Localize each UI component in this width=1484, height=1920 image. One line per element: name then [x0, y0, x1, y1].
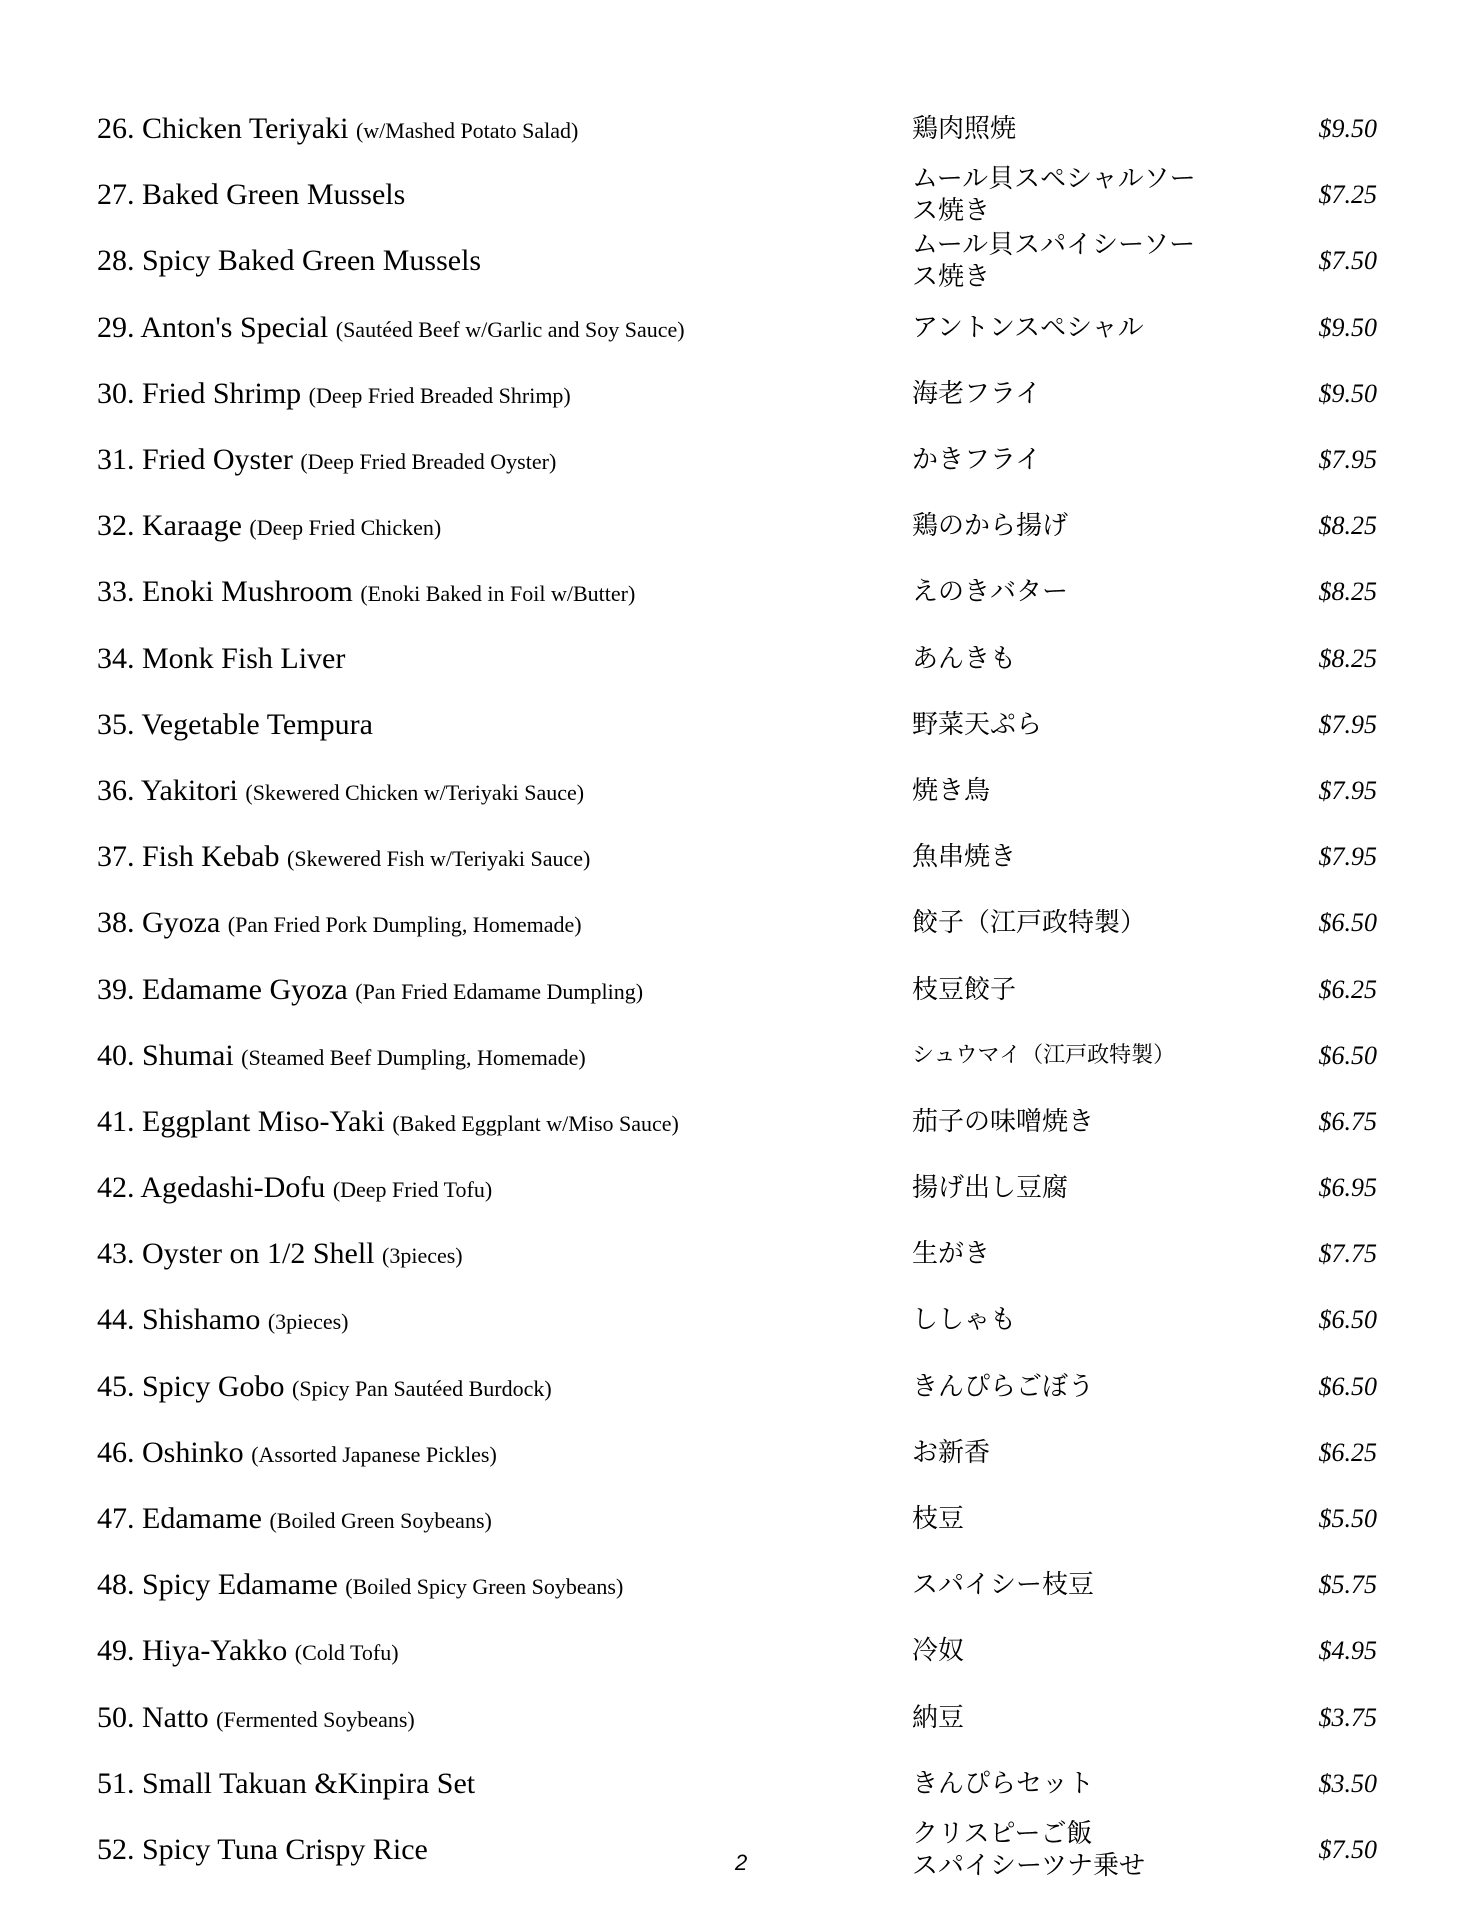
item-name: Spicy Gobo	[142, 1369, 285, 1403]
item-name: Shishamo	[142, 1303, 261, 1337]
item-name: Fried Shrimp	[142, 376, 302, 410]
item-number: 48.	[97, 1568, 135, 1602]
item-number: 43.	[97, 1237, 135, 1271]
item-name: Karaage	[142, 509, 242, 543]
item-english	[97, 973, 643, 1007]
item-name: Vegetable Tempura	[141, 707, 373, 741]
item-name: Spicy Tuna Crispy Rice	[142, 1832, 428, 1866]
item-number: 31.	[97, 443, 135, 477]
item-name: Monk Fish Liver	[142, 641, 346, 675]
item-english	[97, 1568, 623, 1602]
item-description: (Spicy Pan Sautéed Burdock)	[292, 1375, 552, 1401]
item-name: Spicy Edamame	[142, 1568, 338, 1602]
menu-item	[97, 758, 1377, 824]
menu-item	[97, 1751, 1377, 1817]
item-japanese: 鶏のから揚げ	[912, 511, 1069, 542]
menu-item	[97, 295, 1377, 361]
menu-item	[97, 162, 1377, 228]
item-name: Baked Green Mussels	[142, 178, 406, 212]
menu-item	[97, 361, 1377, 427]
item-price: $6.25	[1318, 1437, 1377, 1467]
item-description: (w/Mashed Potato Salad)	[355, 118, 579, 144]
item-japanese: アントンスペシャル	[912, 312, 1144, 343]
item-english	[97, 642, 345, 676]
item-name: Chicken Teriyaki	[142, 112, 349, 146]
item-description: (Assorted Japanese Pickles)	[251, 1441, 497, 1467]
item-japanese: 野菜天ぷら	[912, 709, 1043, 740]
menu-item	[97, 692, 1377, 758]
item-price: $7.75	[1318, 1239, 1377, 1269]
menu-item	[97, 890, 1377, 956]
item-description: (Pan Fried Pork Dumpling, Homemade)	[227, 912, 582, 938]
menu-item	[97, 1685, 1377, 1751]
item-japanese: シュウマイ（江戸政特製）	[912, 1042, 1176, 1068]
item-description: (Boiled Spicy Green Soybeans)	[345, 1574, 624, 1600]
menu-item	[97, 1089, 1377, 1155]
item-number: 51.	[97, 1766, 135, 1800]
item-japanese: えのきバター	[912, 577, 1069, 608]
item-english	[97, 311, 685, 345]
item-japanese: あんきも	[912, 643, 1017, 674]
item-name: Hiya-Yakko	[142, 1634, 288, 1668]
item-price: $9.50	[1318, 378, 1377, 408]
item-description: (Boiled Green Soybeans)	[269, 1508, 492, 1534]
item-english	[97, 906, 582, 940]
item-japanese: 魚串焼き	[912, 842, 1017, 873]
item-price: $7.95	[1318, 709, 1377, 739]
item-japanese: きんぴらごぼう	[912, 1371, 1095, 1402]
menu-item	[97, 559, 1377, 625]
menu-item	[97, 1221, 1377, 1287]
item-price: $6.75	[1318, 1106, 1377, 1136]
item-number: 32.	[97, 509, 135, 543]
item-price: $3.75	[1318, 1702, 1377, 1732]
item-number: 38.	[97, 906, 135, 940]
item-japanese: きんぴらセット	[912, 1768, 1095, 1799]
item-price: $5.75	[1318, 1570, 1377, 1600]
item-number: 44.	[97, 1303, 135, 1337]
item-description: (Deep Fried Chicken)	[249, 515, 442, 541]
menu-item	[97, 493, 1377, 559]
menu-item	[97, 1354, 1377, 1420]
item-name: Edamame	[142, 1502, 262, 1536]
item-japanese: 冷奴	[912, 1636, 965, 1667]
item-english	[97, 1303, 348, 1337]
item-japanese: 枝豆	[912, 1504, 965, 1535]
item-english	[97, 112, 578, 146]
menu-item	[97, 96, 1377, 162]
item-name: Shumai	[142, 1038, 234, 1072]
item-price: $7.25	[1318, 180, 1377, 210]
item-japanese: 茄子の味噌焼き	[912, 1106, 1095, 1137]
menu-item	[97, 427, 1377, 493]
item-english	[97, 1634, 399, 1668]
item-english	[97, 1833, 428, 1867]
item-japanese: 枝豆餃子	[912, 974, 1017, 1005]
item-price: $7.95	[1318, 445, 1377, 475]
item-description: (Sautéed Beef w/Garlic and Soy Sauce)	[335, 316, 685, 342]
item-number: 37.	[97, 840, 135, 874]
item-number: 36.	[97, 773, 135, 807]
item-name: Eggplant Miso-Yaki	[142, 1104, 385, 1138]
item-price: $8.25	[1318, 511, 1377, 541]
menu-item	[97, 1618, 1377, 1684]
item-english	[97, 575, 635, 609]
menu-list	[97, 96, 1377, 1883]
item-price: $6.95	[1318, 1173, 1377, 1203]
item-english	[97, 1171, 492, 1205]
menu-item	[97, 1155, 1377, 1221]
item-number: 39.	[97, 972, 135, 1006]
item-number: 41.	[97, 1104, 135, 1138]
item-price: $8.25	[1318, 643, 1377, 673]
item-price: $9.50	[1318, 312, 1377, 342]
item-japanese: 揚げ出し豆腐	[912, 1173, 1069, 1204]
item-english	[97, 1502, 492, 1536]
item-japanese: 生がき	[912, 1239, 991, 1270]
item-description: (Pan Fried Edamame Dumpling)	[355, 978, 644, 1004]
item-number: 49.	[97, 1634, 135, 1668]
item-description: (Deep Fried Breaded Oyster)	[300, 449, 557, 475]
item-price: $7.50	[1318, 1834, 1377, 1864]
item-english	[97, 377, 571, 411]
item-number: 30.	[97, 376, 135, 410]
item-english	[97, 774, 584, 808]
item-description: (Steamed Beef Dumpling, Homemade)	[241, 1044, 586, 1070]
item-number: 40.	[97, 1038, 135, 1072]
item-english	[97, 509, 441, 543]
item-name: Spicy Baked Green Mussels	[142, 244, 482, 278]
page-number: 2	[735, 1850, 748, 1875]
item-english	[97, 708, 373, 742]
item-price: $7.50	[1318, 246, 1377, 276]
item-japanese: 焼き鳥	[912, 775, 991, 806]
item-description: (Cold Tofu)	[294, 1640, 399, 1666]
menu-item	[97, 1023, 1377, 1089]
item-name: Edamame Gyoza	[142, 972, 348, 1006]
item-japanese: かきフライ	[912, 445, 1042, 476]
item-description: (Skewered Chicken w/Teriyaki Sauce)	[245, 779, 585, 805]
item-name: Oshinko	[142, 1435, 244, 1469]
item-japanese: 鶏肉照焼	[912, 114, 1017, 145]
item-number: 34.	[97, 641, 135, 675]
item-english	[97, 1436, 497, 1470]
item-name: Small Takuan &Kinpira Set	[142, 1766, 476, 1800]
item-english	[97, 1370, 552, 1404]
item-name: Fried Oyster	[142, 443, 293, 477]
item-name: Oyster on 1/2 Shell	[142, 1237, 375, 1271]
item-english	[97, 1039, 586, 1073]
item-name: Agedashi-Dofu	[140, 1171, 326, 1205]
item-price: $8.25	[1318, 577, 1377, 607]
item-price: $7.95	[1318, 775, 1377, 805]
item-number: 47.	[97, 1502, 135, 1536]
menu-item	[97, 1486, 1377, 1552]
item-description: (Deep Fried Breaded Shrimp)	[308, 382, 571, 408]
item-price: $6.50	[1318, 1371, 1377, 1401]
item-price: $6.50	[1318, 1305, 1377, 1335]
item-english	[97, 1701, 415, 1735]
item-number: 27.	[97, 178, 135, 212]
menu-item	[97, 1552, 1377, 1618]
item-english	[97, 178, 405, 212]
item-japanese: ムール貝スペシャルソー ス焼き	[912, 164, 1196, 227]
item-name: Fish Kebab	[142, 840, 280, 874]
menu-item	[97, 228, 1377, 294]
item-english	[97, 1767, 475, 1801]
menu-item	[97, 1420, 1377, 1486]
item-japanese: 納豆	[912, 1702, 965, 1733]
item-description: (Fermented Soybeans)	[216, 1706, 415, 1732]
menu-item	[97, 824, 1377, 890]
item-number: 29.	[97, 310, 135, 344]
item-japanese: 餃子（江戸政特製）	[912, 908, 1147, 939]
item-number: 35.	[97, 707, 135, 741]
item-number: 50.	[97, 1700, 135, 1734]
item-price: $7.95	[1318, 842, 1377, 872]
item-japanese: クリスピーご飯 スパイシーツナ乗せ	[912, 1818, 1145, 1881]
item-price: $5.50	[1318, 1504, 1377, 1534]
item-price: $4.95	[1318, 1636, 1377, 1666]
menu-item	[97, 956, 1377, 1022]
item-name: Anton's Special	[140, 310, 329, 344]
item-price: $3.50	[1318, 1768, 1377, 1798]
item-english	[97, 244, 481, 278]
item-english	[97, 1237, 463, 1271]
item-price: $9.50	[1318, 114, 1377, 144]
item-description: (Skewered Fish w/Teriyaki Sauce)	[287, 846, 591, 872]
item-price: $6.50	[1318, 1040, 1377, 1070]
item-japanese: ししゃも	[912, 1305, 1017, 1336]
item-number: 52.	[97, 1832, 135, 1866]
item-japanese: ムール貝スパイシーソー ス焼き	[912, 230, 1196, 293]
item-name: Yakitori	[140, 773, 238, 807]
item-description: (3pieces)	[382, 1243, 463, 1269]
item-japanese: お新香	[912, 1437, 991, 1468]
item-number: 46.	[97, 1435, 135, 1469]
item-japanese: 海老フライ	[912, 378, 1042, 409]
item-description: (Enoki Baked in Foil w/Butter)	[360, 581, 636, 607]
item-description: (Baked Eggplant w/Miso Sauce)	[392, 1110, 679, 1136]
item-number: 28.	[97, 244, 135, 278]
item-name: Gyoza	[142, 906, 221, 940]
item-number: 45.	[97, 1369, 135, 1403]
item-number: 42.	[97, 1171, 135, 1205]
item-english	[97, 840, 590, 874]
item-english	[97, 443, 556, 477]
item-name: Natto	[142, 1700, 209, 1734]
item-number: 33.	[97, 575, 135, 609]
item-price: $6.50	[1318, 908, 1377, 938]
item-japanese: スパイシー枝豆	[912, 1570, 1095, 1601]
item-number: 26.	[97, 112, 135, 146]
item-price: $6.25	[1318, 974, 1377, 1004]
menu-item	[97, 1287, 1377, 1353]
menu-item	[97, 626, 1377, 692]
item-name: Enoki Mushroom	[142, 575, 353, 609]
item-description: (3pieces)	[267, 1309, 349, 1335]
item-english	[97, 1105, 679, 1139]
item-description: (Deep Fried Tofu)	[332, 1177, 493, 1203]
